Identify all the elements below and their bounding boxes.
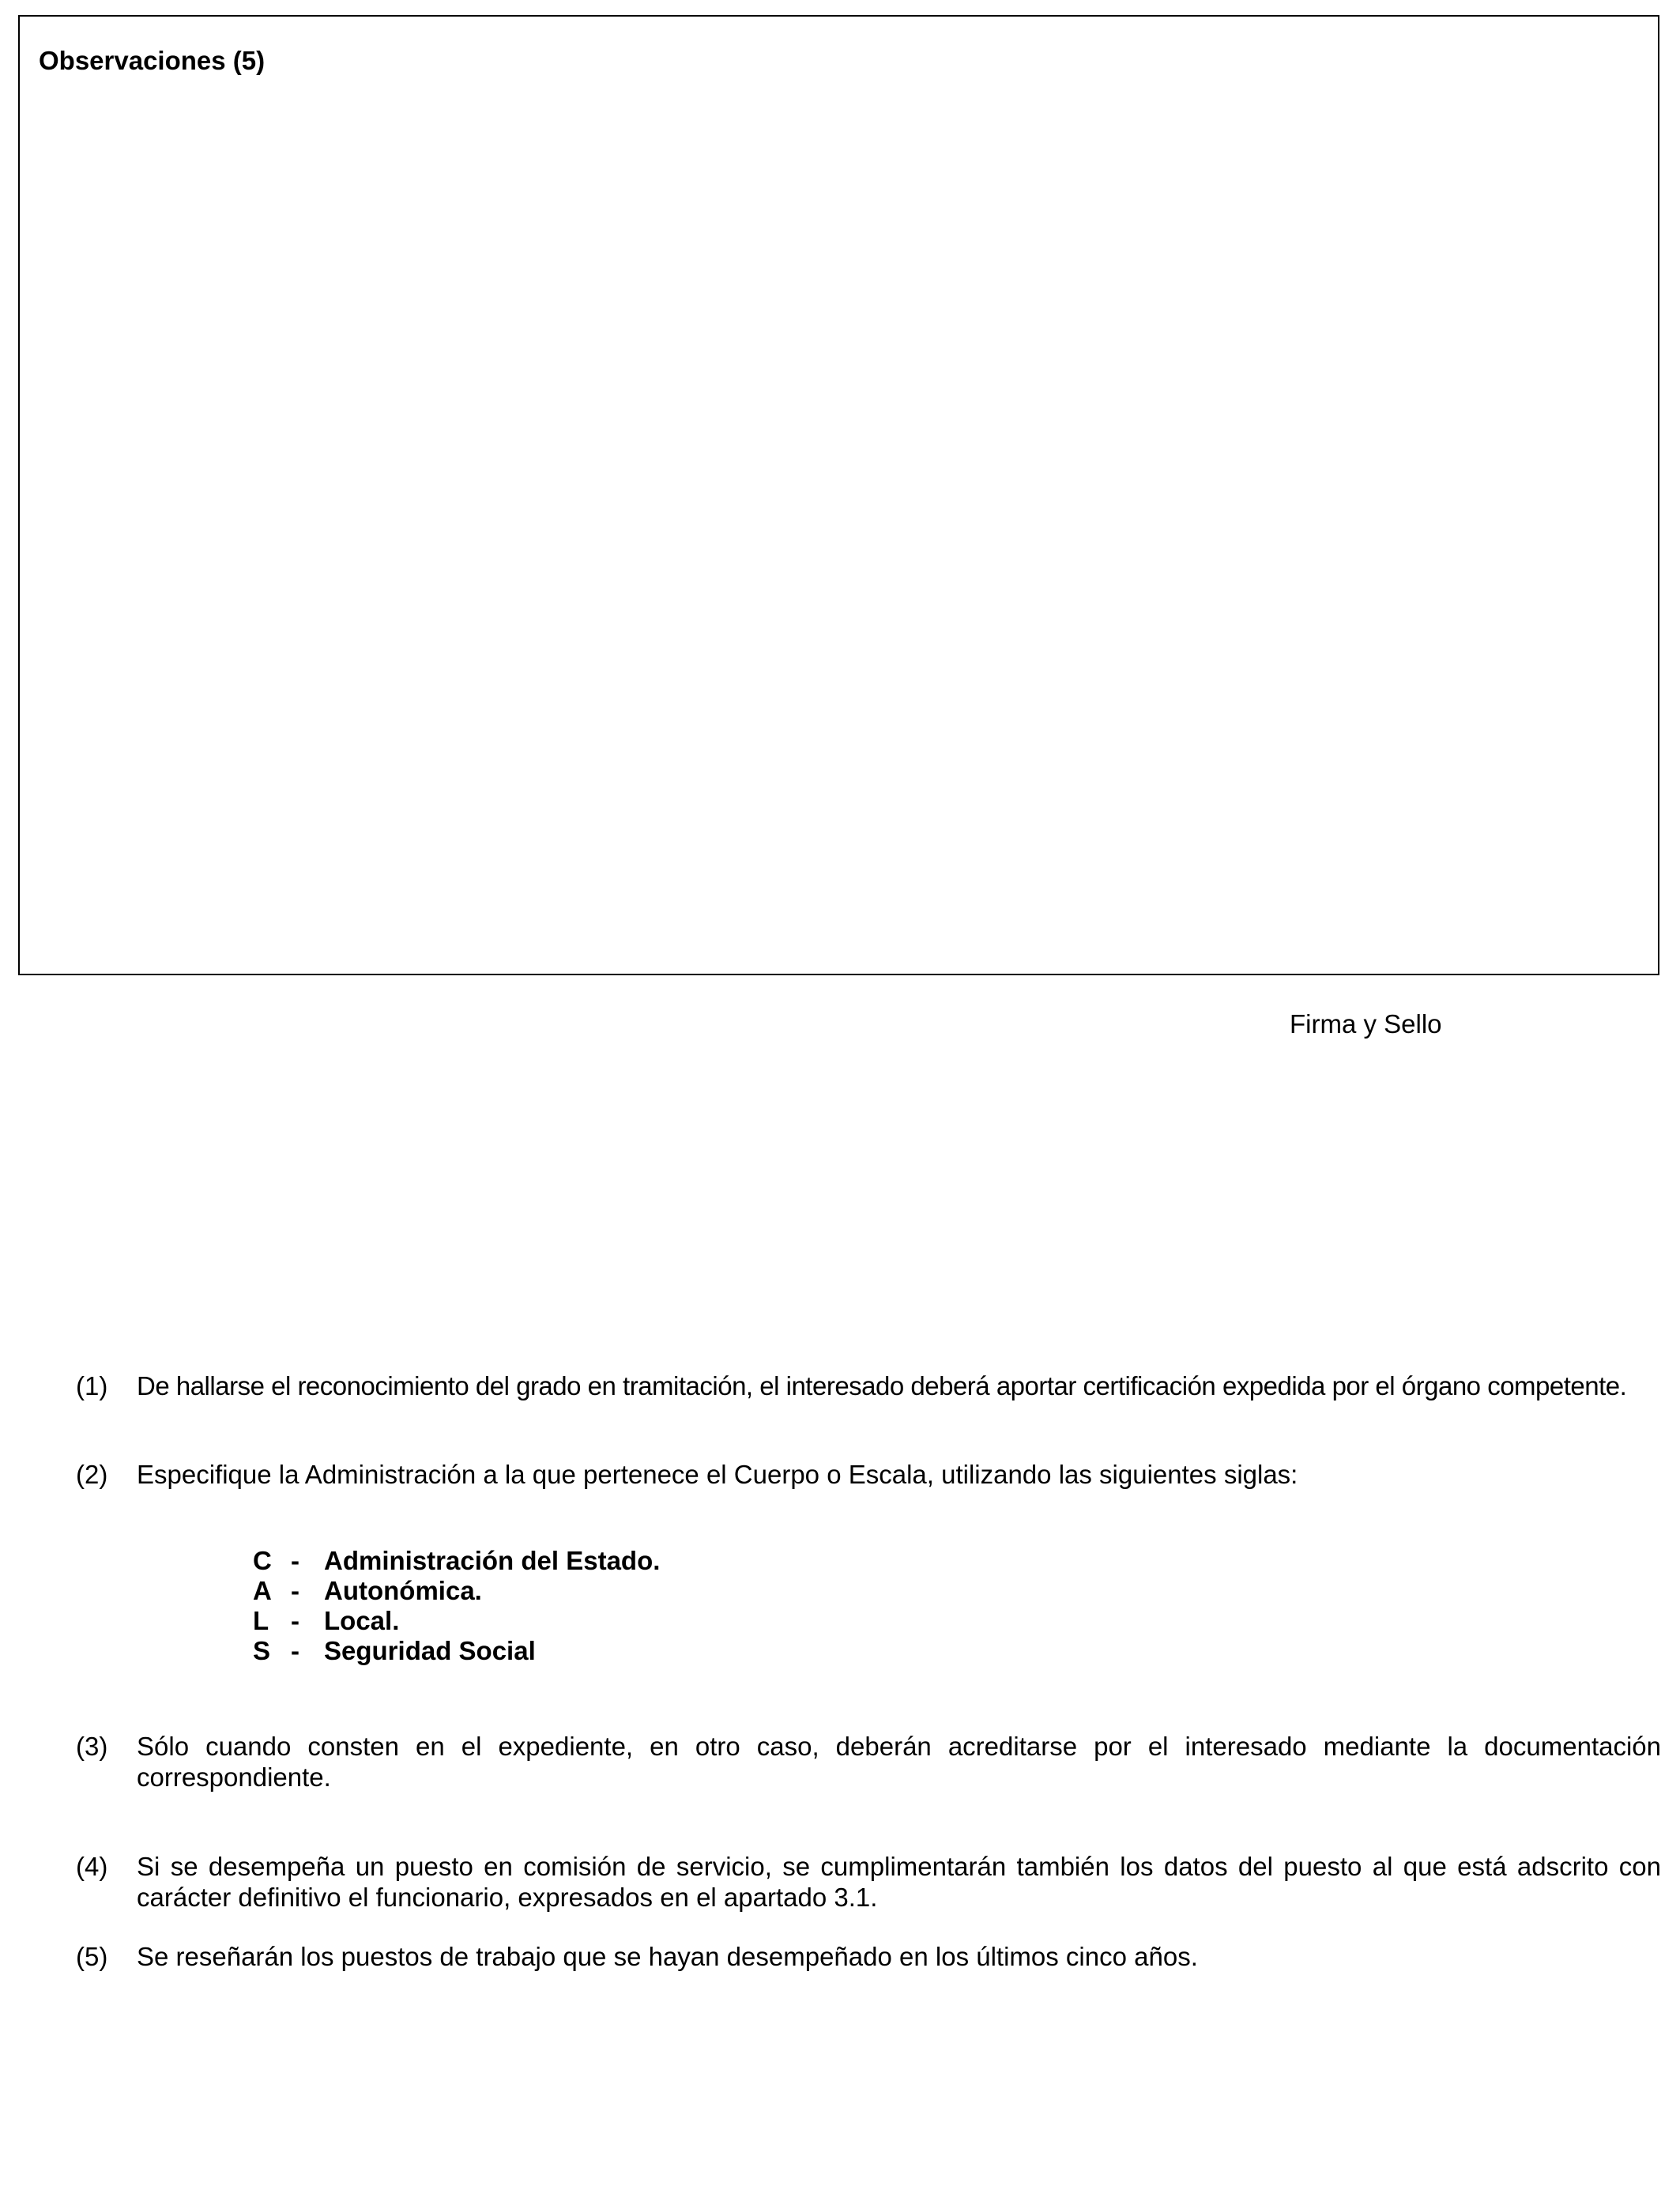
footnote-text: Especifique la Administración a la que pertenece el Cuerpo o Escala, utilizando las siguientes siglas: — [137, 1460, 1298, 1489]
code-row-s — [253, 1636, 660, 1666]
footnote-text: De hallarse el reconocimiento del grado en tramitación, el interesado deberá aportar certificación expedida por el órgano competente. — [137, 1371, 1627, 1400]
code-letter: S — [253, 1636, 271, 1665]
footnote-number: (5) — [76, 1942, 108, 1971]
footnote-4 — [76, 1851, 1661, 1913]
observations-box[interactable] — [18, 15, 1659, 975]
footnote-text: Se reseñarán los puestos de trabajo que se hayan desempeñado en los últimos cinco años. — [137, 1942, 1198, 1971]
administration-codes-list — [253, 1546, 660, 1666]
code-label: Seguridad Social — [324, 1636, 536, 1665]
code-label: Administración del Estado. — [324, 1546, 661, 1575]
footnote-2 — [76, 1459, 1661, 1490]
footnote-number: (3) — [76, 1732, 108, 1761]
footnote-number: (2) — [76, 1460, 108, 1489]
footnote-text: Sólo cuando consten en el expediente, en otro caso, deberán acreditarse por el interesado mediante la documentación correspondiente. — [137, 1732, 1661, 1792]
code-row-l — [253, 1606, 660, 1636]
footnote-1 — [76, 1370, 1661, 1401]
footnote-3 — [76, 1731, 1661, 1793]
code-label: Autonómica. — [324, 1576, 482, 1605]
signature-label: Firma y Sello — [1290, 1009, 1442, 1039]
footnote-5 — [76, 1941, 1661, 1972]
code-separator: - — [291, 1636, 299, 1665]
footnote-text: Si se desempeña un puesto en comisión de servicio, se cumplimentarán también los datos del puesto al que está adscrito con carácter definitivo el funcionario, expresados en el apartado 3.1. — [137, 1852, 1661, 1912]
code-row-c — [253, 1546, 660, 1576]
code-row-a — [253, 1576, 660, 1606]
code-separator: - — [291, 1606, 299, 1635]
code-separator: - — [291, 1576, 299, 1605]
footnote-number: (1) — [76, 1371, 108, 1400]
footnote-number: (4) — [76, 1852, 108, 1881]
code-letter: A — [253, 1576, 272, 1605]
code-separator: - — [291, 1546, 299, 1575]
code-letter: L — [253, 1606, 269, 1635]
observations-title: Observaciones (5) — [39, 46, 266, 75]
code-letter: C — [253, 1546, 272, 1575]
code-label: Local. — [324, 1606, 400, 1635]
